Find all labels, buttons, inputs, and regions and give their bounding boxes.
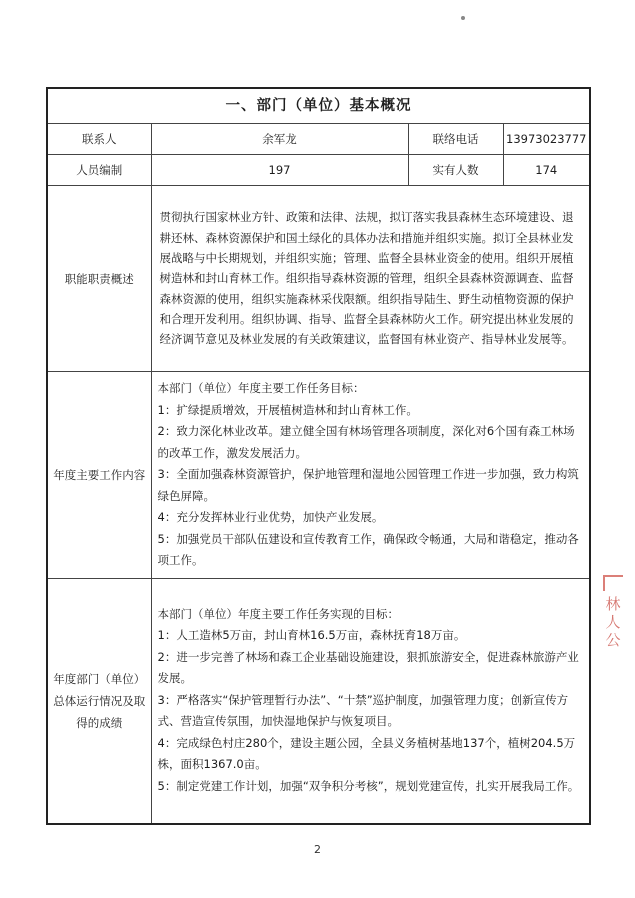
red-seal-stamp xyxy=(598,575,628,695)
task-line: 4：充分发挥林业行业优势，加快产业发展。 xyxy=(157,510,384,524)
overview-table-container xyxy=(46,87,589,806)
actual-label: 实有人数 xyxy=(408,155,503,186)
perf-line: 5：制定党建工作计划，加强“双争积分考核”，规划党建宣传，扎实开展我局工作。 xyxy=(157,778,580,793)
duty-text: 贯彻执行国家林业方针、政策和法律、法规，拟订落实我县森林生态环境建设、退耕还林、森林资源保护和国土绿化的具体办法和措施并组织实施。拟订全县林业发展战略与中长期规划，并组织实施；管理、监督全县林业资金的使用。组织开展植树造林和封山育林工作。组织指导森林资源的管理，组织全县森林资源调查、监督森林资源的使用，组织实施森林采伐限额。组织指导陆生、野生动植物资源的保护和合理开发利用。组织协调、指导、监督全县森林防火工作。研究提出林业发展的经济调节意见及林业发展的有关政策建议，监督国有林业资产、指导林业发展等。 xyxy=(151,186,590,372)
task-content xyxy=(151,372,590,579)
task-line: 5：加强党员干部队伍建设和宣传教育工作，确保政令畅通，大局和谐稳定，推动各项工作。 xyxy=(157,531,579,567)
stamp-bracket xyxy=(603,575,623,591)
perf-line: 1：人工造林5万亩，封山育林16.5万亩，森林抚育18万亩。 xyxy=(157,628,466,643)
phone-label: 联络电话 xyxy=(408,124,503,155)
perf-line: 3：严格落实“保护管理暂行办法”、“十禁”巡护制度，加强管理力度；创新宣传方式、营造宣传氛围，加快湿地保护与恢复项目。 xyxy=(157,692,569,729)
perf-content xyxy=(151,578,590,824)
task-line: 1：扩绿提质增效，开展植树造林和封山育林工作。 xyxy=(157,402,418,417)
actual-value: 174 xyxy=(503,155,590,186)
staff-value: 197 xyxy=(151,155,408,186)
table-title: 一、部门（单位）基本概况 xyxy=(47,88,590,124)
overview-table xyxy=(46,87,591,825)
scan-speck xyxy=(461,16,465,20)
task-label: 年度主要工作内容 xyxy=(47,372,151,579)
perf-line: 4：完成绿色村庄280个，建设主题公园，全县义务植树基地137个，植树204.5万株，面积1367.0亩。 xyxy=(157,735,576,772)
task-line: 3：全面加强森林资源管护，保护地管理和湿地公园管理工作进一步加强，致力构筑绿色屏障。 xyxy=(157,467,579,503)
duty-label: 职能职责概述 xyxy=(47,186,151,372)
page-number: 2 xyxy=(314,843,321,856)
stamp-text: 林 人 公 xyxy=(605,595,621,649)
perf-line: 本部门（单位）年度主要工作任务实现的目标： xyxy=(157,606,399,621)
phone-value: 13973023777 xyxy=(503,124,590,155)
perf-label: 年度部门（单位）总体运行情况及取得的成绩 xyxy=(47,578,151,824)
contact-label: 联系人 xyxy=(47,124,151,155)
perf-line: 2：进一步完善了林场和森工企业基础设施建设，狠抓旅游安全，促进森林旅游产业发展。 xyxy=(157,649,579,686)
task-line: 2：致力深化林业改革。建立健全国有林场管理各项制度，深化对6个国有森工林场的改革工作，激发发展活力。 xyxy=(157,424,575,460)
staff-label: 人员编制 xyxy=(47,155,151,186)
task-line: 本部门（单位）年度主要工作任务目标： xyxy=(157,381,365,395)
contact-value: 余军龙 xyxy=(151,124,408,155)
